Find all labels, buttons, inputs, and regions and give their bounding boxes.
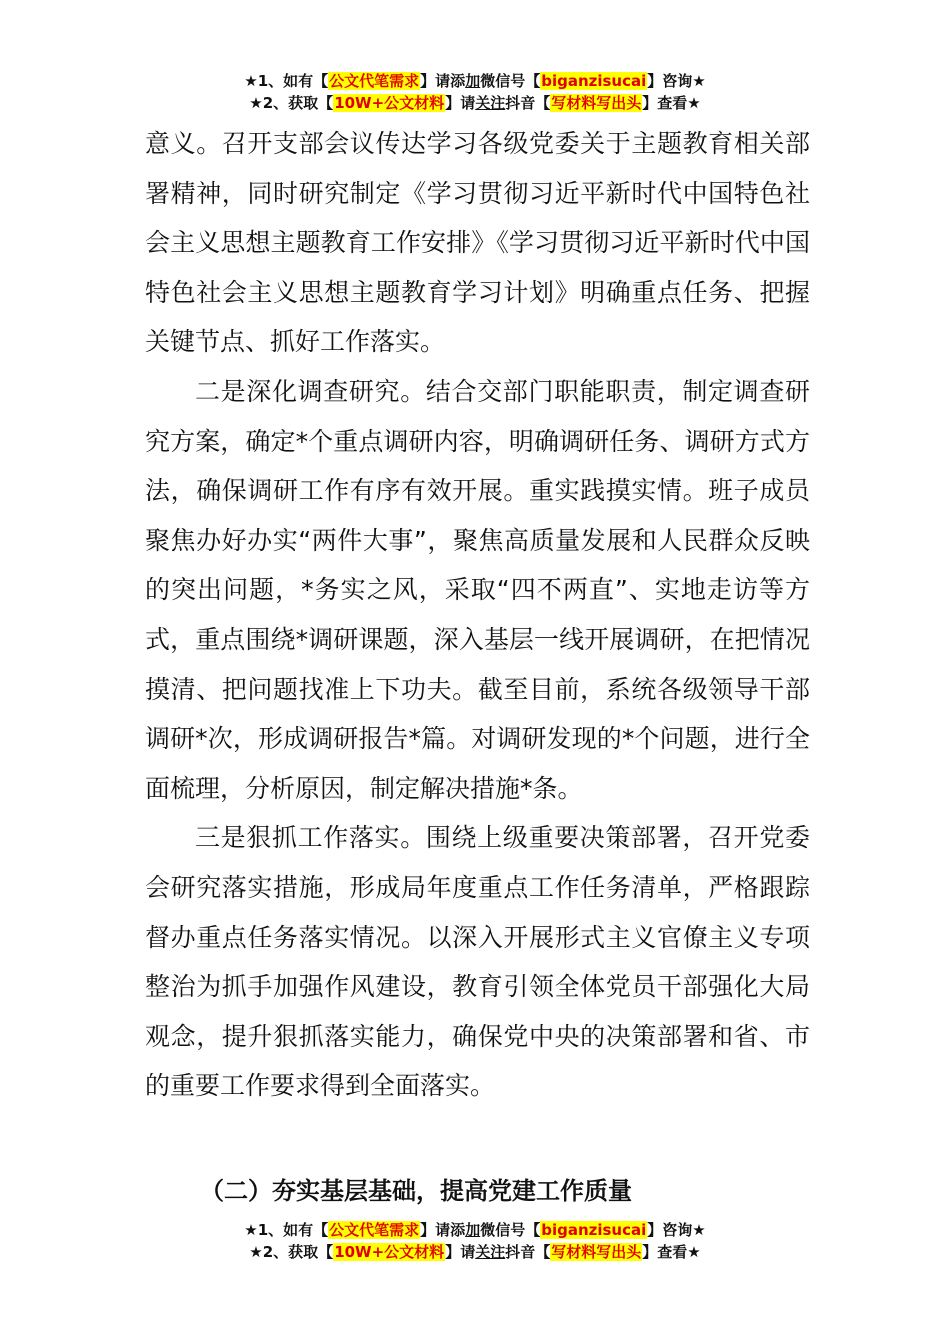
banner-text: 】请添 <box>420 72 466 90</box>
banner-text: ★1、如有【 <box>244 72 329 90</box>
banner-text: 抖音【 <box>505 1243 551 1261</box>
banner-text: 微信号【 <box>480 72 541 90</box>
text-line: 调研，在把情况摸清、把问题找准上下功夫。截至目前， <box>145 624 810 704</box>
banner-text: ★2、获取【 <box>249 1243 334 1261</box>
text-line: 二是深化调查研究。结合交部门职能职责，制定调查 <box>195 376 785 406</box>
banner-line-1 <box>0 70 950 92</box>
banner-text: 】请 <box>445 94 476 112</box>
banner-text: 】请 <box>445 1243 476 1261</box>
text-line: 意义。召开支部会议传达学习各级党委关于主题教育相关 <box>145 129 785 158</box>
text-line: 式方法，确保调研工作有序有效开展。重实践摸实情。班 <box>145 426 810 506</box>
banner-line-2 <box>0 1241 950 1263</box>
banner-text: 关注 <box>475 94 506 112</box>
banner-text: 】请添 <box>420 1221 466 1239</box>
highlight-label: 10W+公文材料 <box>334 94 445 112</box>
banner-text: ★1、如有【 <box>244 1221 329 1239</box>
text-line: 三是狠抓工作落实。围绕上级重要决策部署，召开党 <box>195 823 785 853</box>
text-line: 子成员聚焦办好办实“两件大事”，聚焦高质量发展和人 <box>145 476 810 555</box>
paragraph <box>145 367 810 813</box>
wechat-id-highlight: biganzisucai <box>541 1221 647 1239</box>
douyin-highlight: 写材料写出头 <box>551 1243 642 1261</box>
paragraph <box>145 813 810 1111</box>
top-banner <box>0 70 950 114</box>
text-line: 部署精神，同时研究制定《学习贯彻习近平新时代中国特 <box>145 129 810 208</box>
document-body <box>145 119 810 1111</box>
banner-text: ★2、获取【 <box>249 94 334 112</box>
text-line: 研究方案，确定*个重点调研内容，明确调研任务、调研方 <box>145 376 810 456</box>
banner-text: 加 <box>465 72 481 90</box>
text-line: 条。 <box>532 773 583 803</box>
text-line: 色社会主义思想主题教育工作安排》《学习贯彻习近平新 <box>145 178 810 258</box>
banner-text: 】咨询★ <box>647 72 706 90</box>
banner-line-1 <box>0 1219 950 1241</box>
banner-text: 抖音【 <box>505 94 551 112</box>
text-line: 署和省、市的重要工作要求得到全面落实。 <box>145 1021 810 1101</box>
text-line: 系统各级领导干部调研*次，形成调研报告*篇。对调研发 <box>145 674 810 754</box>
text-line: 强化大局观念，提升狠抓落实能力，确保党中央的决策部 <box>145 972 810 1051</box>
banner-line-2 <box>0 92 950 114</box>
paragraph <box>145 119 810 367</box>
banner-text: 】查看★ <box>642 1243 701 1261</box>
highlight-label: 10W+公文材料 <box>334 1243 445 1261</box>
text-line: 义专项整治为抓手加强作风建设，教育引领全体党员干部 <box>145 922 810 1002</box>
section-heading: （二）夯实基层基础，提高党建工作质量 <box>200 1177 632 1205</box>
douyin-highlight: 写材料写出头 <box>551 94 642 112</box>
banner-text: 关注 <box>475 1243 506 1261</box>
banner-text: 】咨询★ <box>647 1221 706 1239</box>
banner-text: 加 <box>465 1221 481 1239</box>
highlight-label: 公文代笔需求 <box>329 1221 420 1239</box>
text-line: 现的*个问题，进行全面梳理，分析原因，制定解决措施* <box>145 724 810 803</box>
banner-text: 微信号【 <box>480 1221 541 1239</box>
highlight-label: 公文代笔需求 <box>329 72 420 90</box>
text-line: 时代中国特色社会主义思想主题教育学习计划》明确重点 <box>145 228 810 307</box>
wechat-id-highlight: biganzisucai <box>541 72 647 90</box>
bottom-banner <box>0 1219 950 1263</box>
text-line: 民群众反映的突出问题，*务实之风，采取“四不两直”、 <box>145 525 810 605</box>
text-line: 实地走访等方式，重点围绕*调研课题，深入基层一线开展 <box>145 575 810 654</box>
text-line: 跟踪督办重点任务落实情况。以深入开展形式主义官僚主 <box>145 872 810 952</box>
text-line: 任务、把握关键节点、抓好工作落实。 <box>145 277 810 357</box>
banner-text: 】查看★ <box>642 94 701 112</box>
text-line: 委会研究落实措施，形成局年度重点工作任务清单，严格 <box>145 823 810 902</box>
